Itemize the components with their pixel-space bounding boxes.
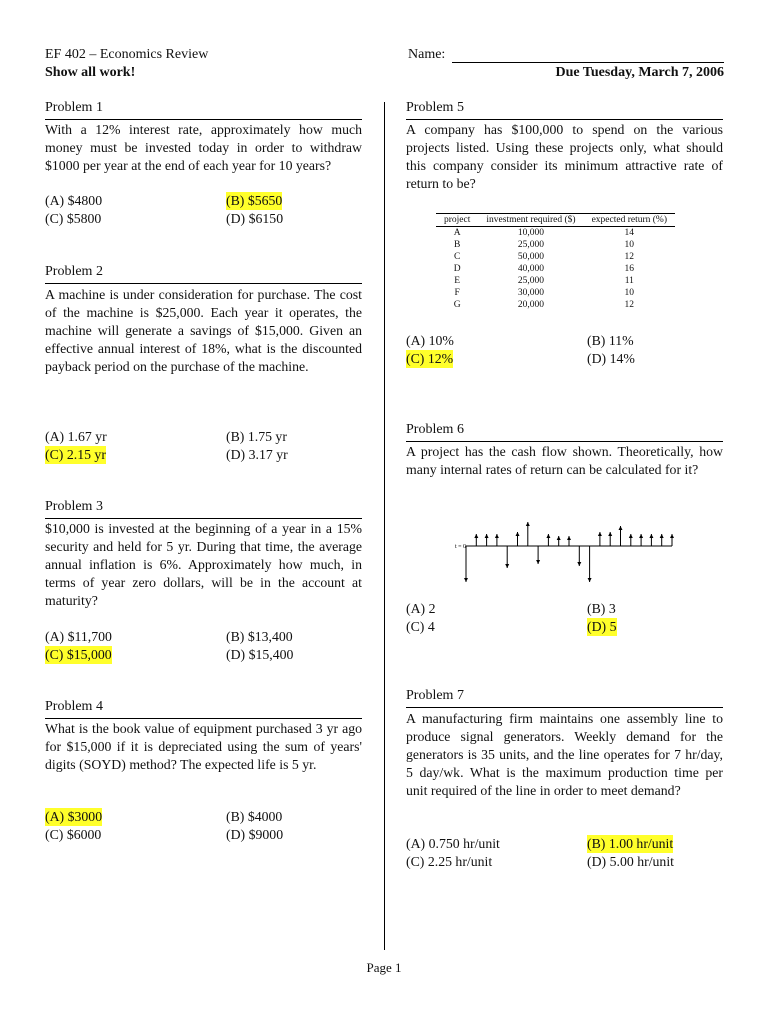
problem-1-rule [45,119,362,120]
table-cell: 25,000 [517,240,545,250]
arrowhead [546,534,550,538]
problem-1-text: With a 12% interest rate, approximately how much money must be invested today in order to withdraw $1000 per year at the end of each year for 10 years? [45,122,362,173]
problem-2-option-c[interactable]: (C) 2.15 yr [45,447,106,462]
course-title: EF 402 – Economics Review [45,47,209,62]
instruction: Show all work! [45,65,136,80]
table-row [436,275,675,287]
problem-5-option-b[interactable]: (B) 11% [587,333,634,348]
table-cell: 20,000 [517,300,545,310]
arrowhead [495,534,499,538]
table-cell: 16 [624,264,635,274]
problem-7-option-a[interactable]: (A) 0.750 hr/unit [406,836,500,851]
page-number: Page 1 [366,960,402,975]
table-row [436,251,675,263]
problem-2-text: A machine is under consideration for purchase. The cost of the machine is $25,000. Each year it operates, the machine will generate a savings of $15,000. Given an effective annual interest of 18%, what is the discounted payback period on the purchase of the machine. [45,287,362,374]
arrowhead [588,578,592,582]
table-header-cell: project [436,214,478,227]
problem-6-option-b[interactable]: (B) 3 [587,601,616,616]
table-cell: D [453,264,461,274]
problem-1-option-c[interactable]: (C) $5800 [45,211,102,226]
problem-5-option-a[interactable]: (A) 10% [406,333,454,348]
problem-5-option-c[interactable]: (C) 12% [406,351,454,366]
arrowhead [505,564,509,568]
arrowhead [629,534,633,538]
problem-5-option-d[interactable]: (D) 14% [587,351,635,366]
table-cell: B [454,240,461,250]
problem-7-option-b[interactable]: (B) 1.00 hr/unit [587,836,674,851]
table-row [436,263,675,275]
problem-3-option-a[interactable]: (A) $11,700 [45,629,112,644]
arrowhead [598,532,602,536]
due-date: Due Tuesday, March 7, 2006 [555,65,724,80]
problem-4-option-c[interactable]: (C) $6000 [45,827,102,842]
arrowhead [536,560,540,564]
problem-5-text: A company has $100,000 to spend on the various projects listed. Using these projects only, what should this company consider its minimum attractive rate of return to be? [406,122,723,191]
table-row [436,239,675,251]
problem-3-option-d[interactable]: (D) $15,400 [226,647,294,662]
problem-3-option-b[interactable]: (B) $13,400 [226,629,293,644]
name-label: Name: [408,47,446,62]
table-cell: 12 [624,252,635,262]
problem-3-title: Problem 3 [45,499,103,514]
arrowhead [567,536,571,540]
problem-1-option-b[interactable]: (B) $5650 [226,193,283,208]
arrowhead [670,534,674,538]
arrowhead [639,534,643,538]
column-divider [384,102,385,950]
problem-1-option-d[interactable]: (D) $6150 [226,211,284,226]
arrowhead [474,534,478,538]
problem-6-title: Problem 6 [406,422,464,437]
problem-7-title: Problem 7 [406,688,464,703]
problem-7-text: A manufacturing firm maintains one assembly line to produce signal generators. Weekly demand for the generators is 35 units, and the line operates for 7 hr/day, 5 day/wk. What is the maximum production time per unit required of the line in order to meet demand? [406,711,723,798]
arrowhead [516,532,520,536]
problem-3-text: $10,000 is invested at the beginning of a year in a 15% security and held for 5 yr. During that time, the average annual inflation is 6%. Approximately how much, in terms of year zero dollars, will be in the account at maturity? [45,521,362,608]
problem-7-rule [406,707,723,708]
table-cell: 50,000 [517,252,545,262]
arrowhead [464,578,468,582]
table-row [436,287,675,299]
table-cell: 10 [624,240,635,250]
table-cell: A [453,228,461,238]
problem-6-rule [406,441,723,442]
problem-3-rule [45,518,362,519]
arrowhead [485,534,489,538]
table-cell: 25,000 [517,276,545,286]
table-row [436,299,675,311]
problem-4-text: What is the book value of equipment purchased 3 yr ago for $15,000 if it is depreciated using the sum of years' digits (SOYD) method? The expected life is 5 yr. [45,721,362,772]
table-cell: 40,000 [517,264,545,274]
problem-2-option-b[interactable]: (B) 1.75 yr [226,429,287,444]
problem-4-title: Problem 4 [45,699,103,714]
table-cell: 10 [624,288,635,298]
problem-4-option-a[interactable]: (A) $3000 [45,809,103,824]
arrowhead [649,534,653,538]
problem-4-option-d[interactable]: (D) $9000 [226,827,284,842]
table-cell: 11 [624,276,634,286]
problem-2-option-a[interactable]: (A) 1.67 yr [45,429,107,444]
problem-1-title: Problem 1 [45,100,103,115]
arrowhead [526,522,530,526]
cash-flow-diagram [450,512,680,588]
arrowhead [619,526,623,530]
table-header-cell: expected return (%) [584,214,675,227]
problem-4-rule [45,718,362,719]
problem-6-option-d[interactable]: (D) 5 [587,619,617,634]
problem-4-option-b[interactable]: (B) $4000 [226,809,283,824]
problem-6-option-a[interactable]: (A) 2 [406,601,436,616]
name-field-line[interactable] [452,62,724,63]
problem-5-title: Problem 5 [406,100,464,115]
table-cell: E [454,276,461,286]
table-cell: 10,000 [517,228,545,238]
problem-2-option-d[interactable]: (D) 3.17 yr [226,447,288,462]
table-header-row [436,214,675,227]
problem-3-option-c[interactable]: (C) $15,000 [45,647,112,662]
arrowhead [608,532,612,536]
arrowhead [660,534,664,538]
table-row [436,227,675,240]
problem-6-text: A project has the cash flow shown. Theoretically, how many internal rates of return can be calculated for it? [406,444,723,477]
arrowhead [557,536,561,540]
problem-7-option-d[interactable]: (D) 5.00 hr/unit [587,854,674,869]
table-header-cell: investment required ($) [478,214,583,227]
problem-1-option-a[interactable]: (A) $4800 [45,193,103,208]
problem-2-title: Problem 2 [45,264,103,279]
project-table [436,213,675,311]
table-cell: 12 [624,300,635,310]
problem-6-option-c[interactable]: (C) 4 [406,619,435,634]
arrowhead [577,562,581,566]
table-cell: F [454,288,460,298]
table-cell: 30,000 [517,288,545,298]
table-cell: G [453,300,461,310]
problem-2-rule [45,283,362,284]
problem-5-rule [406,119,723,120]
table-cell: 14 [624,228,635,238]
problem-7-option-c[interactable]: (C) 2.25 hr/unit [406,854,493,869]
t0-label: t = 0 [455,544,467,550]
table-cell: C [454,252,461,262]
